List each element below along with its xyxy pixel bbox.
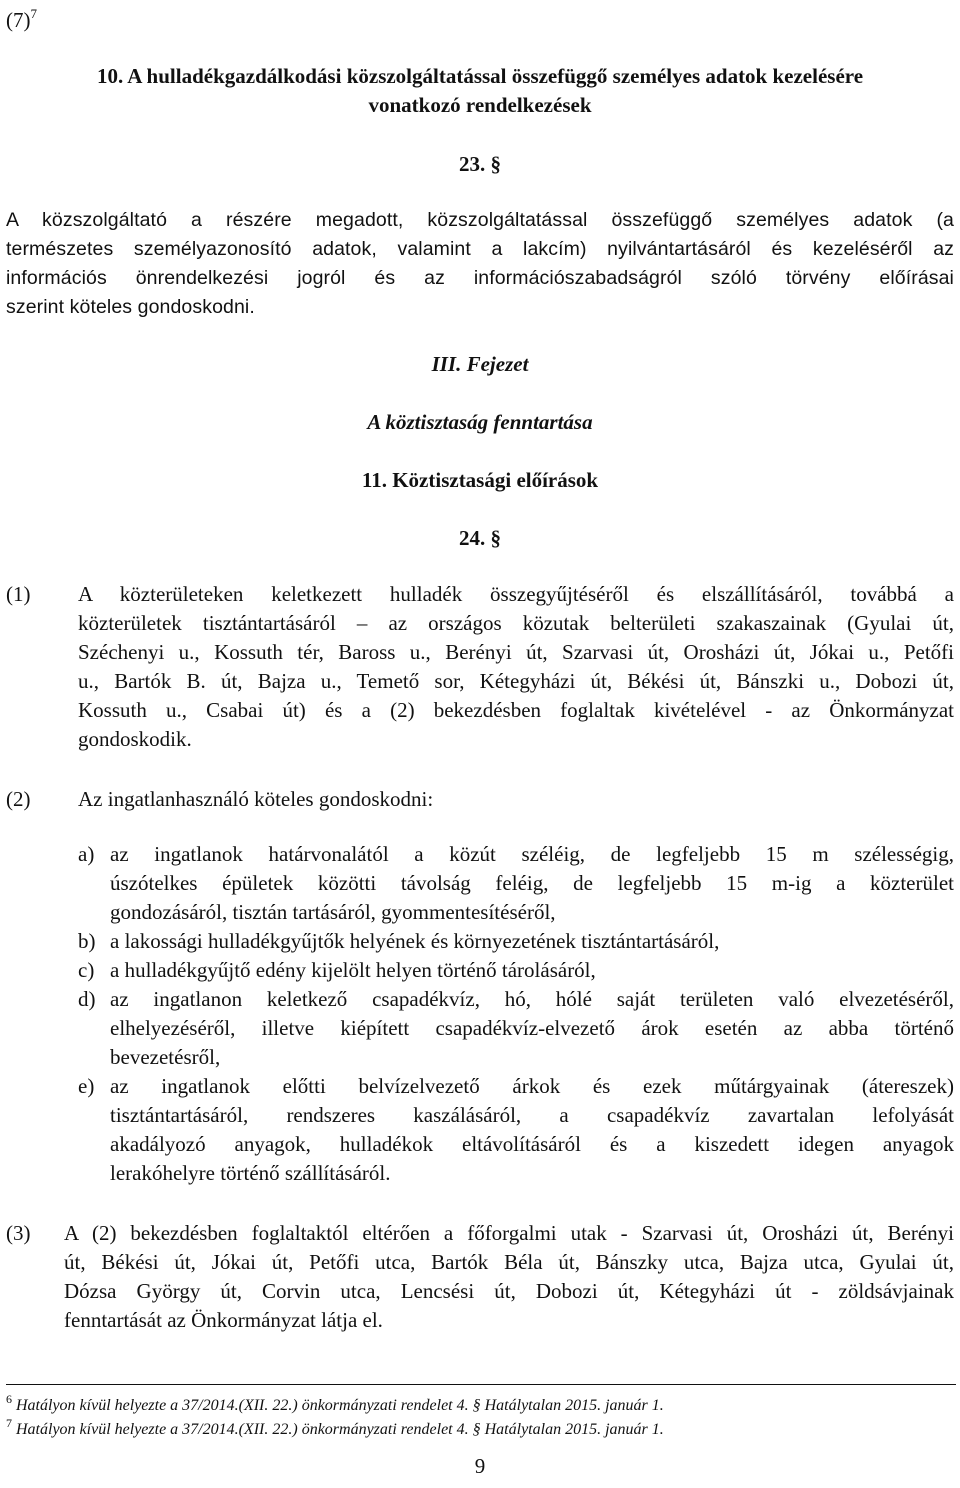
text-line: elhelyezéséről, illetve kiépített csapadékvíz-elvezető árok esetén az abba történő: [110, 1016, 954, 1040]
prev-paragraph-marker: [6, 6, 37, 35]
text-line: Dózsa György út, Corvin utca, Lencsési út, Dobozi út, Kétegyházi út - zöldsávjainak: [64, 1279, 954, 1303]
text-line: természetes személyazonosító adatok, valamint a lakcím) nyilvántartásáról és kezeléséről az: [6, 238, 954, 260]
footnote-separator: [6, 1384, 956, 1385]
text-line: gondozásáról, tisztán tartásáról, gyommentesítéséről,: [110, 900, 556, 924]
list-item: [78, 956, 954, 985]
list-item-label: e): [78, 1074, 95, 1098]
list-item: [78, 927, 954, 956]
text-line: bevezetésről,: [110, 1045, 221, 1069]
subparagraph-1-body: [78, 580, 954, 754]
text-line: az ingatlanon keletkező csapadékvíz, hó, hólé saját területen való elvezetéséről,: [110, 987, 954, 1011]
subsection-title: 11. Köztisztasági előírások: [361, 468, 599, 492]
subparagraph-label: (3): [6, 1221, 31, 1245]
text-line: A (2) bekezdésben foglaltaktól eltérően a főforgalmi utak - Szarvasi út, Orosházi út, Berényi: [64, 1221, 954, 1245]
section-title-line: vonatkozó rendelkezések: [368, 93, 592, 117]
list-item: [78, 840, 954, 927]
list-item-label: a): [78, 842, 95, 866]
text-line: akadályozó anyagok, hulladékok eltávolításáról és a kiszedett idegen anyagok: [110, 1132, 954, 1156]
section-title: [30, 62, 930, 120]
text-line: Kossuth u., Csabai út) és a (2) bekezdésben foglaltak kivételével - az Önkormányzat: [78, 698, 954, 722]
text-line: információs önrendelkezési jogról és az információszabadságról szóló törvény előírásai: [6, 267, 954, 289]
chapter-number: III. Fejezet: [431, 352, 529, 376]
text-line: közterületek tisztántartásáról – az országos közutak belterületi szakaszainak (Gyulai út,: [78, 611, 954, 635]
text-line: lerakóhelyre történő szállításáról.: [110, 1161, 391, 1185]
subparagraph-3-body: [64, 1219, 954, 1335]
subparagraph-label: (2): [6, 787, 31, 811]
page-number: 9: [474, 1454, 486, 1478]
list-item: [78, 985, 954, 1072]
text-line: fenntartását az Önkormányzat látja el.: [64, 1308, 383, 1332]
footnote: [6, 1415, 664, 1442]
text-line: a lakossági hulladékgyűjtők helyének és környezetének tisztántartásáról,: [110, 929, 720, 953]
text-line: szerint köteles gondoskodni.: [6, 296, 255, 318]
footnote-number: 6: [6, 1391, 12, 1406]
footnote-number: 7: [6, 1415, 12, 1430]
text-line: A közszolgáltató a részére megadott, közszolgáltatással összefüggő személyes adatok (a: [6, 209, 954, 231]
paragraph-number-23: 23. §: [459, 152, 501, 176]
subparagraph-2-intro: Az ingatlanhasználó köteles gondoskodni:: [78, 787, 434, 811]
list-item-label: b): [78, 929, 96, 953]
footnote: [6, 1391, 664, 1418]
subparagraph-label: (1): [6, 582, 31, 606]
footnote-text: Hatályon kívül helyezte a 37/2014.(XII. 22.) önkormányzati rendelet 4. § Hatálytalan 2015. január 1.: [16, 1421, 664, 1438]
list-item-label: c): [78, 958, 95, 982]
text-line: az ingatlanok határvonalától a közút széléig, de legfeljebb 15 m szélességig,: [110, 842, 954, 866]
text-line: gondoskodik.: [78, 727, 192, 751]
text-line: tisztántartásáról, rendszeres kaszálásáról, a csapadékvíz zavartalan lefolyását: [110, 1103, 954, 1127]
footnote-ref: 7: [30, 6, 37, 21]
footnote-text: Hatályon kívül helyezte a 37/2014.(XII. 22.) önkormányzati rendelet 4. § Hatálytalan 2015. január 1.: [16, 1397, 664, 1414]
footnotes: [6, 1391, 664, 1442]
text-line: u., Bartók B. út, Bajza u., Temető sor, Kétegyházi út, Békési út, Bánszki u., Dobozi út,: [78, 669, 954, 693]
paragraph-23-body: [6, 206, 954, 322]
text-line: A közterületeken keletkezett hulladék összegyűjtéséről és elszállításáról, továbbá a: [78, 582, 954, 606]
section-title-line: 10. A hulladékgazdálkodási közszolgáltatással összefüggő személyes adatok kezelésére: [96, 64, 864, 88]
text-line: a hulladékgyűjtő edény kijelölt helyen történő tárolásáról,: [110, 958, 596, 982]
text-line: út, Békési út, Jókai út, Petőfi utca, Bartók Béla út, Bánszky utca, Bajza utca, Gyulai út,: [64, 1250, 954, 1274]
chapter-title: A köztisztaság fenntartása: [367, 410, 593, 434]
text-line: az ingatlanok előtti belvízelvezető árkok és ezek műtárgyainak (átereszek): [110, 1074, 954, 1098]
paragraph-number-24: 24. §: [459, 526, 501, 550]
text-line: úszótelkes épületek közötti távolság feléig, de legfeljebb 15 m-ig a közterület: [110, 871, 954, 895]
marker-text: (7): [6, 8, 31, 32]
list-item: [78, 1072, 954, 1188]
text-line: Széchenyi u., Kossuth tér, Baross u., Berényi út, Szarvasi út, Orosházi út, Jókai u., Petőfi: [78, 640, 954, 664]
list-item-label: d): [78, 987, 96, 1011]
subparagraph-2-items: [78, 840, 954, 1188]
